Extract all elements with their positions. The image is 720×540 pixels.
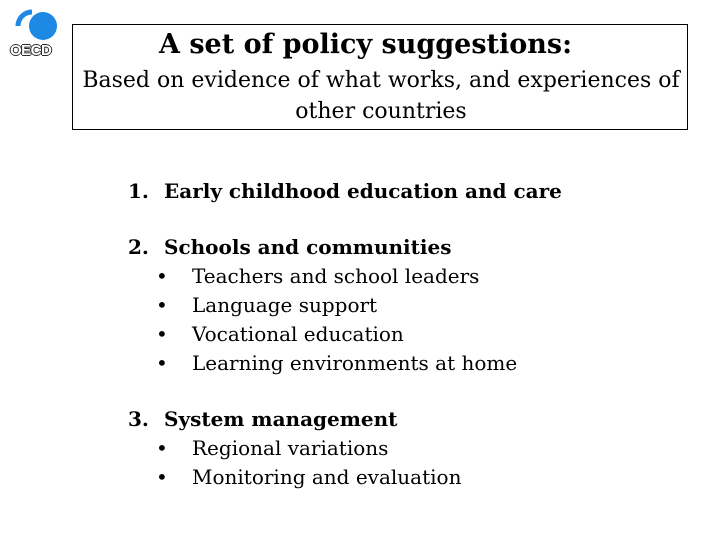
list-item xyxy=(128,434,708,463)
list-item-label: Vocational education xyxy=(192,322,404,346)
section-title: Schools and communities xyxy=(164,235,452,259)
bullet-icon: • xyxy=(156,465,168,489)
list-item-label: Learning environments at home xyxy=(192,351,518,375)
page-subtitle: Based on evidence of what works, and experiences of other countries xyxy=(82,68,680,124)
list-item-label: Teachers and school leaders xyxy=(192,264,480,288)
list-item-label: Monitoring and evaluation xyxy=(192,465,462,489)
bullet-list xyxy=(128,434,708,492)
page-title: A set of policy suggestions: xyxy=(159,29,573,60)
policy-list xyxy=(128,176,708,492)
list-item-label: Regional variations xyxy=(192,436,389,460)
section-title: Early childhood education and care xyxy=(164,179,562,203)
title-box xyxy=(72,24,688,130)
bullet-icon: • xyxy=(156,322,168,346)
list-item xyxy=(128,262,708,291)
section-heading xyxy=(128,404,708,434)
bullet-icon: • xyxy=(156,436,168,460)
list-item xyxy=(128,349,708,378)
list-item xyxy=(128,291,708,320)
section-number: 1. xyxy=(128,179,149,203)
bullet-icon: • xyxy=(156,351,168,375)
section-title: System management xyxy=(164,407,398,431)
list-item-label: Language support xyxy=(192,293,378,317)
section-early-childhood xyxy=(128,176,708,206)
section-heading xyxy=(128,176,708,206)
bullet-icon: • xyxy=(156,264,168,288)
logo-text: OECD xyxy=(10,42,52,59)
bullet-icon: • xyxy=(156,293,168,317)
section-heading xyxy=(128,232,708,262)
oecd-logo xyxy=(8,8,58,58)
bullet-list xyxy=(128,262,708,378)
list-item xyxy=(128,320,708,349)
section-number: 3. xyxy=(128,407,149,431)
section-schools xyxy=(128,232,708,378)
list-item xyxy=(128,463,708,492)
section-system-management xyxy=(128,404,708,492)
section-number: 2. xyxy=(128,235,149,259)
